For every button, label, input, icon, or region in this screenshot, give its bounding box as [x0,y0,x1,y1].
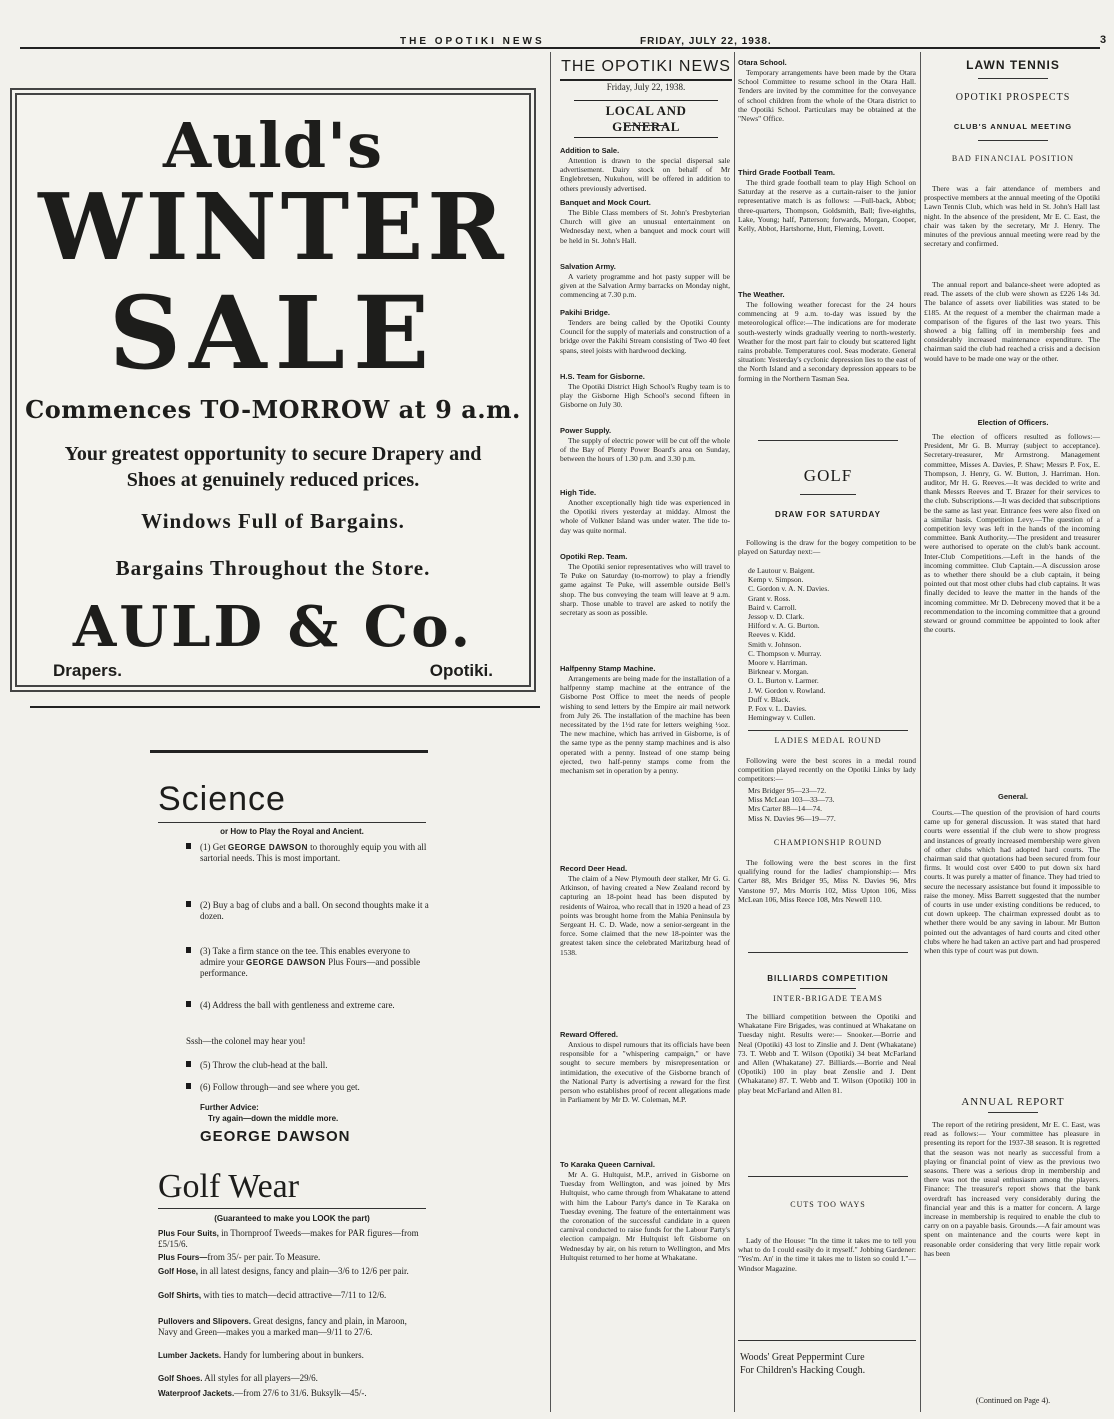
tip-text: Sssh—the colonel may hear you! [186,1036,306,1046]
ladies-scores-list [748,786,916,823]
advert-windows-line: Windows Full of Bargains. [141,509,405,533]
news-item-title: The Weather. [738,290,785,299]
golf-wear-item [158,1266,428,1277]
golf-wear-item [158,1388,428,1399]
news-item-body: The third grade football team to play High School on Saturday at the reserve as a curtain-raiser to the junior representative match is as follows: —Full-back, Abbot; three-quarters, Thompson, Goldsmith, Ball; five-eighths, Lake, Young; half, Patterson; forwards, Morgan, Cooper, Kelly, Abbot, Hartshorne, Hutt, Fleming, Lovett. [738,178,916,234]
golf-wear-item [158,1350,428,1361]
bullet-square-icon [186,901,191,907]
advert-headline-sale: SALE [108,274,438,392]
golf-draw-pairing: Hilford v. A. G. Burton. [748,621,820,631]
news-item-body: Attention is drawn to the special dispersal sale advertisement. Dairy stock on behalf of Mr Englebretsen, Nukuhou, will be offered in addition to others previously advertised. [560,156,730,193]
golf-draw-intro: Following is the draw for the bogey competition to be played on Saturday next:— [738,538,916,557]
news-item-body: The Bible Class members of St. John's Presbyterian Church will give an unusual entertainment on Wednesday next, when a banquet and mock court will be held in St. John's Hall. [560,208,730,245]
news-item-body: Arrangements are being made for the installation of a halfpenny stamp machine at the entrance of the Gisborne Post Office to meet the needs of people wishing to send letters by the Empire air mail network from July 26. The installation of the machine has been necessitated by the 1½d rate for letters weighing ½oz. The new machine, which has arrived in Gisborne, is of the same type as the penny stamp machines and is also operated with a penny. Instead of one stamp being ejected, two half-penny stamps come from the mechanism set in operation by a penny. [560,674,730,776]
golf-wear-subheading: (Guaranteed to make you LOOK the part) [214,1214,370,1223]
tennis-paragraph: Courts.—The question of the provision of hard courts came up for general discussion. It was stated that hard courts were essential if the club were to show progress and instances of greatly increased membership were given of other clubs which had adopted hard courts. The chairman said that quotations had been secured from four firms. It would cost over £400 to put down six hard courts. It was purely a matter of finance. They had tried to secure the necessary assistance but found it impossible to raise the money. Miss Barrett suggested that the number of courts in use under existing conditions be reduced, to cut down upkeep. The chairman expressed doubt as to whether there would be any saving in labour. Mr Button pointed out the advantages of hard courts and cited other clubs where he had taken an active part and had prospered when this type of court was put down. [924,808,1100,956]
further-advice-text: Try again—down the middle more. [208,1114,339,1123]
advert-commences-line: Commences TO-MORROW at 9 a.m. [25,395,521,424]
cuts-body: Lady of the House: "In the time it takes me to tell you what to do I could easily do it myself." Jobbing Gardener: "Yes'm. An' in the time it takes me to listen so could I."—Windsor Magazine. [738,1236,916,1273]
bullet-square-icon [186,1061,191,1067]
page-number: 3 [1100,34,1107,46]
advert-location: Opotiki. [429,661,493,680]
ladies-score: Mrs Carter 88—14—74. [748,804,822,814]
ornament-rule [978,78,1048,79]
news-item-title: Pakihi Bridge. [560,308,611,317]
ornament-rule [800,494,856,495]
golf-draw-pairing: Birknear v. Morgan. [748,667,809,677]
item-text: in all latest designs, fancy and plain—3/6 to 12/6 per pair. [198,1266,409,1276]
science-heading: Science [158,780,286,818]
heading-rule [158,1208,426,1209]
position-heading: BAD FINANCIAL POSITION [951,154,1075,163]
issue-date: Friday, July 22, 1938. [606,82,686,92]
bullet-square-icon [186,947,191,953]
news-item-title: To Karaka Queen Carnival. [560,1160,655,1169]
tip-bold: GEORGE DAWSON [245,958,326,967]
golf-tip [200,1082,430,1093]
golf-wear-heading: Golf Wear [158,1168,300,1205]
science-subheading: or How to Play the Royal and Ancient. [220,827,364,836]
golf-tip [200,900,430,922]
news-item-title: Record Deer Head. [560,864,628,873]
tip-text: (2) Buy a bag of clubs and a ball. On second thoughts make it a dozen. [200,900,429,921]
item-name: Plus Four Suits, [158,1229,219,1238]
advert-drapers: Drapers. [53,661,122,680]
section-divider [30,706,540,708]
golf-draw-pairing: Grant v. Ross. [748,593,791,603]
section-heading: LOCAL AND GENERAL [574,100,718,138]
golf-draw-pairing: Jessop v. D. Clark. [748,612,805,622]
golf-wear-item [158,1228,428,1250]
golf-draw-pairing: C. Gordon v. A. N. Davies. [748,584,830,594]
golf-draw-pairing: Baird v. Carroll. [748,602,797,612]
george-dawson-name: GEORGE DAWSON [200,1128,351,1145]
golf-wear-item [158,1252,428,1263]
ladies-intro: Following were the best scores in a medal round competition played recently on the Opotiki Links by lady competitors:— [738,756,916,784]
peppermint-cure-ad: Woods' Great Peppermint Cure [740,1352,865,1363]
news-item-title: Halfpenny Stamp Machine. [560,664,656,673]
news-item-title: Reward Offered. [560,1030,618,1039]
item-text: in Thornproof Tweeds—makes for PAR figures—from £5/15/6. [158,1228,419,1249]
news-item-title: Banquet and Mock Court. [560,198,651,207]
golf-draw-pairing: Kemp v. Simpson. [748,575,804,585]
news-item-body: The Opotiki senior representatives who will travel to Te Puke on Saturday (to-morrow) to play a friendly game against Te Puke, will assemble outside Bell's shop. The bus conveying the team will leave at 9 a.m. sharp. Those unable to travel are asked to notify the secretary as soon as possible. [560,562,730,618]
golf-draw-pairing: Reeves v. Kidd. [748,630,796,640]
advert-headline-auld: Auld's [163,109,383,182]
advert-top-rule [150,750,428,753]
championship-body: The following were the best scores in the first qualifying round for the ladies' championship:— Mrs Carter 88, Mrs Bridger 95, Miss N. Davies 96, Mrs Vanstone 97, Mrs Morris 102, Miss Upton 106, Miss McLean 106, Miss Reece 108, Mrs Newell 110. [738,858,916,904]
column-rule [550,52,551,1412]
golf-subheading: DRAW FOR SATURDAY [775,510,881,519]
news-item-body: Another exceptionally high tide was experienced in the Opotiki rivers yesterday at midday. Almost the whole of Volkner Island was under water. The tide to-day was quite normal. [560,498,730,535]
news-item-body: The following weather forecast for the 24 hours commencing at 9 a.m. to-day was issued by the meteorological office:—The indications are for moderate south-westerly winds gradually veering to north-westerly. Weather for the most part fair to cloudy but scattered light rains probable. Temperatures cool. Seas moderate. General situation: Yesterday's cyclonic depression lies to the east of the North Island and a secondary depression appears to be forming in the Northern Tasman Sea. [738,300,916,383]
tip-text: (6) Follow through—and see where you get. [200,1082,360,1092]
item-text: with ties to match—decid attractive—7/11 to 12/6. [201,1290,387,1300]
tip-text: (5) Throw the club-head at the ball. [200,1060,328,1070]
continued-notice: (Continued on Page 4). [975,1396,1051,1405]
prospects-heading: OPOTIKI PROSPECTS [955,92,1071,103]
general-heading: General. [997,792,1028,801]
tennis-paragraph: The election of officers resulted as follows:— President, Mr G. B. Murray (subject to acceptance). Secretary-treasurer, Mr Armstrong. Management committee, Misses A. Davies, P. Shaw; Messrs P. Fox, E. Thompson, J. Henry, G. W. Button, J. Harriman. Hon. auditor, Mr H. G. Reeves.—It was decided to write and thank Messrs Reeves and T. Brazer for their services to the club. Subscriptions.—It was decided that subscriptions be the same as last year. Entrance fees were also fixed on a similar basis. Competition Levy.—The question of a competition levy was left in the hands of the incoming committee. Bank Authority.—The president and treasurer were authorised to operate on the club's bank account. Inter-Club Competitions.—Left in the hands of the incoming committee. Club Captain.—A discussion arose as to whether there should be a club captain, it being pointed out that most other clubs had club captains. It was finally decided to leave the matter in the hands of the incoming committee. Mr D. Debreceny moved that it be a recommendation to the incoming committee that a ground steward or ground committee be appointed to look after the courts. [924,432,1100,635]
masthead [0,34,1114,52]
ladies-score: Miss McLean 103—33—73. [748,795,835,805]
news-item-title: Salvation Army. [560,262,616,271]
ladies-medal-heading: LADIES MEDAL ROUND [774,736,882,745]
section-rule [748,952,908,953]
item-name: Golf Shirts, [158,1291,202,1300]
golf-draw-pairing: Hemingway v. Cullen. [748,713,816,723]
meeting-heading: CLUB'S ANNUAL MEETING [953,122,1073,131]
golf-tip [200,1000,430,1011]
tip-bold: GEORGE DAWSON [228,843,308,852]
section-rule [758,440,898,441]
golf-tip [200,1060,430,1071]
bullet-square-icon [186,1001,191,1007]
news-item-title: Otara School. [738,58,787,67]
tip-text: (3) Take a firm stance on the tee. This enables everyone to admire your [200,946,410,967]
billiards-subheading: INTER-BRIGADE TEAMS [773,994,883,1003]
item-name: Plus Fours— [158,1253,208,1262]
advert-headline-winter: WINTER [38,173,508,281]
advert-company-name: AULD & Co. [72,594,474,660]
george-dawson-advert-continued [150,1316,428,1416]
auld-winter-sale-advert [10,88,536,692]
ornament-rule [978,140,1048,141]
news-item-title: H.S. Team for Gisborne. [560,372,645,381]
golf-draw-list [748,566,916,722]
advert-opportunity-text: Your greatest opportunity to secure Drapery and Shoes at genuinely reduced prices. [64,443,482,491]
ornament-rule [800,988,856,989]
cuts-heading: CUTS TOO WAYS [790,1200,866,1209]
tennis-paragraph: There was a fair attendance of members and prospective members at the annual meeting of the Opotiki Lawn Tennis Club, which was held in St. John's Hall last night. In the absence of the president, Mr E. C. East, the chair was taken by the secretary, Mr J. Henry. The minutes of the previous annual meeting were read by the secretary and confirmed. [924,184,1100,249]
item-text: Handy for lumbering about in bunkers. [221,1350,364,1360]
column-rule [734,52,735,1412]
billiards-heading: BILLIARDS COMPETITION [767,974,889,983]
news-item-body: The claim of a New Plymouth deer stalker, Mr G. G. Atkinson, of having created a New Zealand record by capturing an 18-point head has been disputed by residents of Wairoa, who recall that in 1920 a head of 23 points was brought home from the Mahia Peninsula by Sergeant H. C. D. Wade, now a senior-sergeant in the force. Some claimed that the new 18-pointer was the greatest taken since the celebrated Maritzburg head of 1538. [560,874,730,957]
tennis-paragraph: The report of the retiring president, Mr E. C. East, was read as follows:— Your committee has pleasure in presenting its report for the 1937-38 season. It is regretted that the season was not nearly as successful from a playing or financial point of view as the previous two seasons. There was a serious drop in membership and there was not the usual enthusiasm among the players. Finance: The treasurer's report shows that the bank overdraft has increased very considerably during the financial year and this is a matter for concern. A large increase in membership is required to enable the club to carry on on a payable basis. Grounds.—A fair amount was spent on maintenance and the courts were kept in reasonable order considering that very little repair work has been [924,1120,1100,1258]
title-rule [560,79,732,81]
masthead-rule [20,47,1100,49]
ornament-rule [626,125,666,126]
george-dawson-advert [150,750,428,1330]
masthead-paper-name: THE OPOTIKI NEWS [400,36,545,47]
billiards-body: The billiard competition between the Opotiki and Whakatane Fire Brigades, was continued at Whakatane on Tuesday night. Results were:— Snooker.—Borrie and Neal (Opotiki) 43 lost to Zinslie and J. Dent (Whakatane) 73. T. Webb and T. Wilson (Opotiki) 34 beat McFarland and Allen (Whakatane) 27. Billiards.—Borrie and Neal (Opotiki) 100 in play beat Zenslie and J. Dent (Whakatane) 87. T. Webb and T. Wilson (Opotiki) 100 in play beat McFarland and Allen 81. [738,1012,916,1095]
news-item-body: Anxious to dispel rumours that its officials have been responsible for a "whispering campaign," or have sought to secure members by misrepresentation or intimidation, the executive of the Gisborne branch of the National Party is advertising a reward for the first person who establishes proof of recent allegations made in Parliament by Mr D. W. Coleman, M.P. [560,1040,730,1105]
section-rule [748,1176,908,1177]
tip-text: (4) Address the ball with gentleness and extreme care. [200,1000,395,1010]
item-name: Pullovers and Slipovers. [158,1317,251,1326]
golf-draw-pairing: C. Thompson v. Murray. [748,648,822,658]
news-item-title: High Tide. [560,488,597,497]
golf-tip [200,842,430,864]
lawn-tennis-heading: LAWN TENNIS [966,58,1060,72]
golf-wear-item [158,1290,428,1301]
ornament-rule [988,1112,1038,1113]
ladies-score: Mrs Bridger 95—23—72. [748,786,827,795]
tip-text: to thoroughly equip you with all sartorial needs. This is most important. [200,842,427,863]
item-text: from 35/- per pair. To Measure. [207,1252,321,1262]
news-item-title: Power Supply. [560,426,612,435]
item-name: Golf Shoes. [158,1374,203,1383]
news-item-title: Third Grade Football Team. [738,168,835,177]
golf-tip-aside [186,1036,416,1047]
section-rule [738,1340,916,1341]
news-item-body: A variety programme and hot pasty supper will be given at the Salvation Army barracks on Monday night, commencing at 7.30 p.m. [560,272,730,300]
golf-wear-item [158,1316,428,1338]
advert-bargains-line: Bargains Throughout the Store. [115,556,431,580]
ladies-score: Miss N. Davies 96—19—77. [748,813,836,823]
news-item-body: Temporary arrangements have been made by the Otara School Committee to resume school in the Otara Hall. Tenders are invited by the committee for the conveyance of school children from the whole of the Otara district to the Opotiki School. Particulars may be obtained at the "News" Office. [738,68,916,124]
news-item-title: Opotiki Rep. Team. [560,552,628,561]
annual-report-heading: ANNUAL REPORT [961,1096,1065,1108]
column-rule [920,52,921,1412]
heading-rule [158,822,426,823]
golf-draw-pairing: Duff v. Black. [748,694,791,704]
section-rule [748,730,908,731]
golf-draw-pairing: de Lautour v. Baigent. [748,566,815,575]
tip-text: (1) Get [200,842,228,852]
bullet-square-icon [186,1083,191,1089]
golf-draw-pairing: Smith v. Johnson. [748,639,802,649]
news-item-body: The Opotiki District High School's Rugby team is to play the Gisborne High School's second fifteen in Gisborne on July 30. [560,382,730,410]
championship-heading: CHAMPIONSHIP ROUND [773,838,883,847]
tip-text: Plus Fours—and possible performance. [200,957,421,978]
golf-wear-item [158,1373,428,1384]
item-text: All styles for all players—29/6. [202,1373,318,1383]
item-name: Golf Hose, [158,1267,199,1276]
news-item-title: Addition to Sale. [560,146,620,155]
golf-tip [200,946,430,979]
news-item-body: Mr A. G. Hultquist, M.P., arrived in Gisborne on Tuesday from Wellington, and was joined by Mrs Hultquist, who came through from Whakatane to attend with him the Labour Party's dance in Te Karaka on Tuesday evening. The feature of the entertainment was the coronation of the successful candidate in a queen carnival conducted to raise funds for the Labour Party's election campaign. Mr Hultquist left Gisborne on Wednesday by air, on his return to Wellington, and Mrs Hultquist returned to her home at Whakatane. [560,1170,730,1262]
officers-heading: Election of Officers. [977,418,1049,427]
tennis-paragraph: The annual report and balance-sheet were adopted as read. The assets of the club were shown as £226 14s 3d. The balance of assets over liabilities was stated to be £185. At the request of a member the chairman made a comparison of the figures of the last two years. This showed a big falling off in membership fees and considerably increased maintenance expenditure. The chairman said the club had reached a crisis and a decision would have to be made one way or the other. [924,280,1100,363]
item-text: Great designs, fancy and plain, in Maroon, Navy and Green—makes you a marked man—9/11 to 27/6. [158,1316,407,1337]
further-advice [200,1102,430,1124]
golf-draw-pairing: J. W. Gordon v. Rowland. [748,685,826,695]
golf-draw-pairing: P. Fox v. L. Davies. [748,704,807,714]
masthead-date: FRIDAY, JULY 22, 1938. [640,36,772,47]
item-name: Lumber Jackets. [158,1351,222,1360]
peppermint-cure-ad-line2: For Children's Hacking Cough. [740,1365,866,1376]
news-item-body: The supply of electric power will be cut off the whole of the Bay of Plenty Power Board's area on Sunday, between the hours of 1.30 p.m. and 3.30 p.m. [560,436,730,464]
bullet-square-icon [186,843,191,849]
news-item-body: Tenders are being called by the Opotiki County Council for the supply of materials and construction of a bridge over the Pakihi Stream consisting of Two 40 feet spans, steel joists with hardwood decking. [560,318,730,355]
item-name: Waterproof Jackets. [158,1389,235,1398]
golf-draw-pairing: Moore v. Harriman. [748,658,808,668]
paper-title: THE OPOTIKI NEWS [561,58,731,75]
golf-draw-pairing: O. L. Burton v. Larmer. [748,676,819,686]
item-text: —from 27/6 to 31/6. Buksylk—45/-. [234,1388,367,1398]
further-advice-label: Further Advice: [200,1103,259,1112]
golf-heading: GOLF [803,466,853,485]
